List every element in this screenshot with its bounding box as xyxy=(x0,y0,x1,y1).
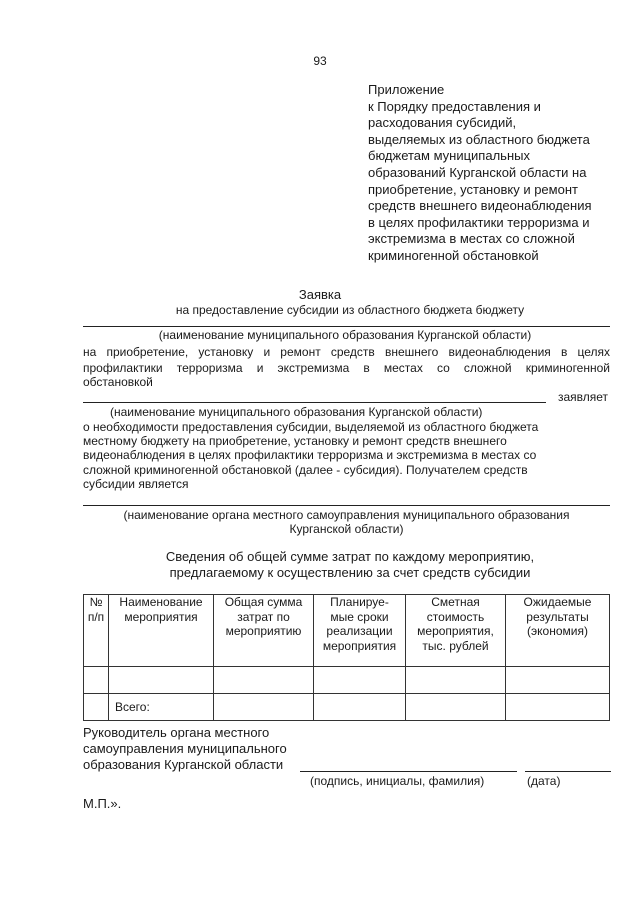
paragraph-line: местному бюджету на приобретение, установку и ремонт средств внешнего xyxy=(83,434,507,448)
costs-title: предлагаемому к осуществлению за счет средств субсидии xyxy=(169,565,531,580)
signature-hint: (подпись, инициалы, фамилия) xyxy=(310,774,485,788)
appendix-line: криминогенной обстановкой xyxy=(368,247,539,263)
signature-fill-line xyxy=(300,771,517,772)
declares-text: заявляет xyxy=(558,390,609,404)
costs-title: Сведения об общей сумме затрат по каждому мероприятию, xyxy=(165,549,535,564)
header-cell: Сметная стоимость мероприятия, тыс. рублей xyxy=(406,595,506,667)
appendix-line: бюджетам муниципальных xyxy=(368,148,530,164)
request-title: Заявка xyxy=(298,287,342,302)
header-cell: Наименование мероприятия xyxy=(109,595,214,667)
municipality-fill-line xyxy=(83,402,546,403)
stamp-mark: М.П.». xyxy=(83,796,122,811)
appendix-line: средств внешнего видеонаблюдения xyxy=(368,198,592,214)
header-cell: № п/п xyxy=(84,595,109,667)
table-header-row xyxy=(84,595,610,667)
total-label: Всего: xyxy=(109,694,214,721)
signature-line: самоуправления муниципального xyxy=(83,741,287,756)
appendix-line: экстремизма в местах со сложной xyxy=(368,231,575,247)
authority-hint: Курганской области) xyxy=(289,522,404,536)
header-cell: Ожидаемые результаты (экономия) xyxy=(506,595,610,667)
paragraph-line: профилактики терроризма и экстремизма в местах со сложной криминогенной xyxy=(83,361,610,375)
appendix-heading xyxy=(368,82,630,265)
table-row xyxy=(84,667,610,694)
paragraph-line: субсидии является xyxy=(83,477,189,491)
paragraph-line: на приобретение, установку и ремонт средств внешнего видеонаблюдения в целях xyxy=(83,345,610,359)
signature-line: Руководитель органа местного xyxy=(83,725,270,740)
paragraph-line: видеонаблюдения в целях профилактики терроризма и экстремизма в местах со xyxy=(83,448,537,462)
municipality-hint: (наименование муниципального образования Курганской области) xyxy=(110,405,483,419)
date-hint: (дата) xyxy=(527,774,561,788)
authority-hint: (наименование органа местного самоуправления муниципального образования xyxy=(123,508,570,522)
page-number: 93 xyxy=(313,54,327,68)
signature-line: образования Курганской области xyxy=(83,757,284,772)
paragraph-line: сложной криминогенной обстановкой (далее - субсидия). Получателем средств xyxy=(83,463,528,477)
paragraph-line: обстановкой xyxy=(83,375,153,389)
date-fill-line xyxy=(525,771,611,772)
header-cell: Общая сумма затрат по мероприятию xyxy=(214,595,314,667)
header-cell: Планируе- мые сроки реализации мероприятия xyxy=(314,595,406,667)
paragraph-line: о необходимости предоставления субсидии, выделяемой из областного бюджета xyxy=(83,420,539,434)
request-subtitle: на предоставление субсидии из областного бюджета бюджету xyxy=(175,303,525,317)
appendix-line: расходования субсидий, xyxy=(368,115,517,131)
appendix-line: образований Курганской области на xyxy=(368,164,587,180)
table-total-row xyxy=(84,694,610,721)
appendix-line: выделяемых из областного бюджета xyxy=(368,131,590,147)
costs-table xyxy=(83,594,610,721)
municipality-fill-line xyxy=(83,326,610,327)
appendix-line: приобретение, установку и ремонт xyxy=(368,181,578,197)
appendix-line: в целях профилактики терроризма и xyxy=(368,214,590,230)
appendix-line: Приложение xyxy=(368,82,445,97)
authority-fill-line xyxy=(83,505,610,506)
municipality-hint: (наименование муниципального образования Курганской области) xyxy=(158,328,532,342)
appendix-line: к Порядку предоставления и xyxy=(368,98,541,114)
